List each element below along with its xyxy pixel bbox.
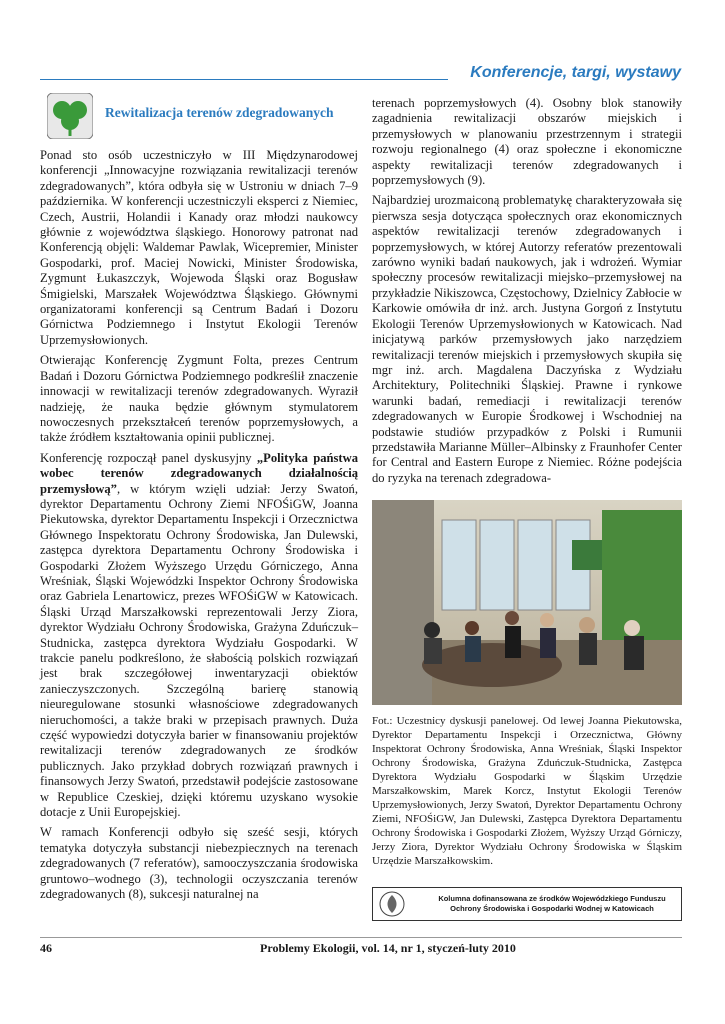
paragraph-panel: Konferencję rozpoczął panel dyskusyjny „Polityka państwa wobec terenów zdegradowanych działalnością przemysłową”, w którym wzięli udział: Jerzy Swatoń, dyrektor Departamentu Ochrony Ziemi NFOŚiGW, Joanna Piekutowska, dyrektor Departamentu Inspekcji i Orzecznictwa Głównego Inspektoratu Ochrony Środowiska, Jan Dulewski, zastępca dyrektora Departamentu Ochrony Środowiska i Gospodarki Złożem Wyższego Urzędu Górniczego, Anna Wreśniak, Śląski Wojewódzki Inspektor Ochrony Środowiska oraz Gabriela Lenartowicz, prezes WFOŚiGW w Katowicach. Śląski Urząd Marszałkowski reprezentowali Jerzy Ziora, dyrektor Wydziału Ochrony Środowiska, Grażyna Zduńczuk–Studnicka, zastępca dyrektora Wydziału Gospodarki. W trakcie panelu podkreślono, że słabością polskich rozwiązań jest brak szczegółowej inwentaryzacji obiektów zanieczyszczonych. Szczególną barierę stanowią nieuregulowane stosunki własnościowe zdegradowanych nieruchomości, a także braki w przepisach prawnych. Duża część wypowiedzi dotyczyła barier w finansowaniu projektów rewitalizacji terenów zdegradowanych ze środków publicznych. Jako przykład dobrych rozwiązań prawnych i finansowych Jerzy Swatoń, przedstawił podejście zastosowane w Republice Czeskiej, dzięki któremu uzyskano wysokie dotacje z Unii Europejskiej.: [40, 450, 358, 820]
photo-caption: Fot.: Uczestnicy dyskusji panelowej. Od lewej Joanna Piekutowska, Dyrektor Departamentu Inspekcji i Orzecznictwa, Główny Inspektorat Ochrony Środowiska, Anna Wreśniak, Śląski Inspektor Ochrony Środowiska, Grażyna Zduńczuk-Studnicka, Zastępca Dyrektora Wydziału Gospodarki w Śląskim Urzędzie Marszałkowskim, Marek Korcz, Instytut Ekologii Terenów Uprzemysłowionych, Jerzy Swatoń, Dyrektor Departamentu Ochrony Ziemi, NFOŚiGW, Jan Dulewski, Zastępca Dyrektora Departamentu Ochrony Środowiska i Gospodarki Złożem, Wyższy Urząd Górniczy, Jerzy Ziora, Dyrektor Wydziału Ochrony Środowiska w Śląskim Urzędzie Marszałkowskim.: [372, 715, 682, 867]
header-rule: [40, 79, 448, 80]
section-title: Konferencje, targi, wystawy: [470, 64, 681, 81]
sponsor-text: Kolumna dofinansowana ze środków Wojewódzkiego Funduszu Ochrony Środowiska i Gospodarki Wodnej w Katowicach: [438, 894, 666, 913]
panel-title: „Polityka państwa wobec terenów zdegradowanych działalnością przemysłową”: [40, 450, 358, 496]
fund-logo-icon: [379, 891, 405, 917]
right-column: [372, 96, 682, 491]
journal-reference: Problemy Ekologii, vol. 14, nr 1, styczeń-luty 2010: [260, 941, 516, 955]
paragraph-intro: Ponad sto osób uczestniczyło w III Międzynarodowej konferencji „Innowacyjne rozwiązania rewitalizacji terenów zdegradowanych”, która odbyła się w Ustroniu w dniach 7–9 października. W konferencji uczestniczyli eksperci z Niemiec, Czech, Austrii, Holandii i Kanady oraz młodzi naukowcy głównie z województwa śląskiego. Honorowy patronat nad Konferencją objęli: Waldemar Pawlak, Wicepremier, Minister Gospodarki, prof. Maciej Nowicki, Minister Środowiska, Zygmunt Łukaszczyk, Wojewoda Śląski oraz Bogusław Śmigielski, Marszałek Województwa Śląskiego. Głównymi organizatorami konferencji są Centrum Badań i Dozoru Górnictwa Podziemnego i Instytut Ekologii Terenów Uprzemysłowionych.: [40, 148, 358, 347]
panel-photo: [372, 500, 682, 705]
paragraph-first-session: Najbardziej urozmaiconą problematykę charakteryzowała się pierwsza sesja dotycząca społecznych oraz ekonomicznych aspektów rewitalizacji terenów zdegradowanych i poprzemysłowych, w której Autorzy referatów prezentowali zarówno wyniki badań naukowych, jak i wdrożeń. Wymiar społeczny procesów rewitalizacji miejsko–przemysłowej na przykładzie Nikiszowca, Częstochowy, Dzielnicy Zabłocie w Karkowie omówiła dr inż. arch. Justyna Gorgoń z Instytutu Ekologii Terenów Uprzemysłowionych w Katowicach. Nad inicjatywą parków przemysłowych jako narzędziem rewitalizacji terenów miejskich i przemysłowych skupiła się mgr inż. arch. Magdalena Daczyńska z Wydziału Architektury, Politechniki Śląskiej. Prawne i rynkowe warunki badań, remediacji i rewitalizacji terenów zdegradowanych w Europie Środkowej i Wschodniej na podstawie studiów przypadków z Polski i Rumunii przedstawiła Marianne Müller–Albinsky z Fraunhofer Center for Central and Eastern Europe z Niemiec. Różne podejścia do ryzyka na terenach zdegradowa-: [372, 193, 682, 485]
paragraph-sessions-cont: terenach poprzemysłowych (4). Osobny blok stanowiły zagadnienia rewitalizacji obszarów miejskich i przemysłowych w planowaniu przestrzennym i strategii rozwoju regionalnego (4) oraz społeczne i ekonomiczne aspekty rewitalizacji terenów zdegradowanych i poprzemysłowych (9).: [372, 96, 682, 188]
sponsor-box: [372, 887, 682, 921]
article-title: Rewitalizacja terenów zdegradowanych: [105, 105, 334, 120]
clover-logo-icon: [47, 93, 93, 139]
left-column: [40, 148, 358, 908]
paragraph-sessions: W ramach Konferencji odbyło się sześć sesji, których tematyka dotyczyła substancji niebezpiecznych na terenach zdegradowanych (7 referatów), samooczyszczania środowiska gruntowo–wodnego (3), technologii oczyszczania terenów zdegradowanych (8), sukcesji naturalnej na: [40, 825, 358, 902]
paragraph-opening: Otwierając Konferencję Zygmunt Folta, prezes Centrum Badań i Dozoru Górnictwa Podziemnego podkreślił znaczenie innowacji w rewitalizacji terenów zdegradowanych. Wyraził nadzieję, że nauka będzie głównym stymulatorem nowoczesnych przekształceń terenów poprzemysłowych, a także źródłem kształtowania opinii publicznej.: [40, 353, 358, 445]
page-number: 46: [40, 941, 52, 955]
footer-rule: [40, 937, 682, 938]
